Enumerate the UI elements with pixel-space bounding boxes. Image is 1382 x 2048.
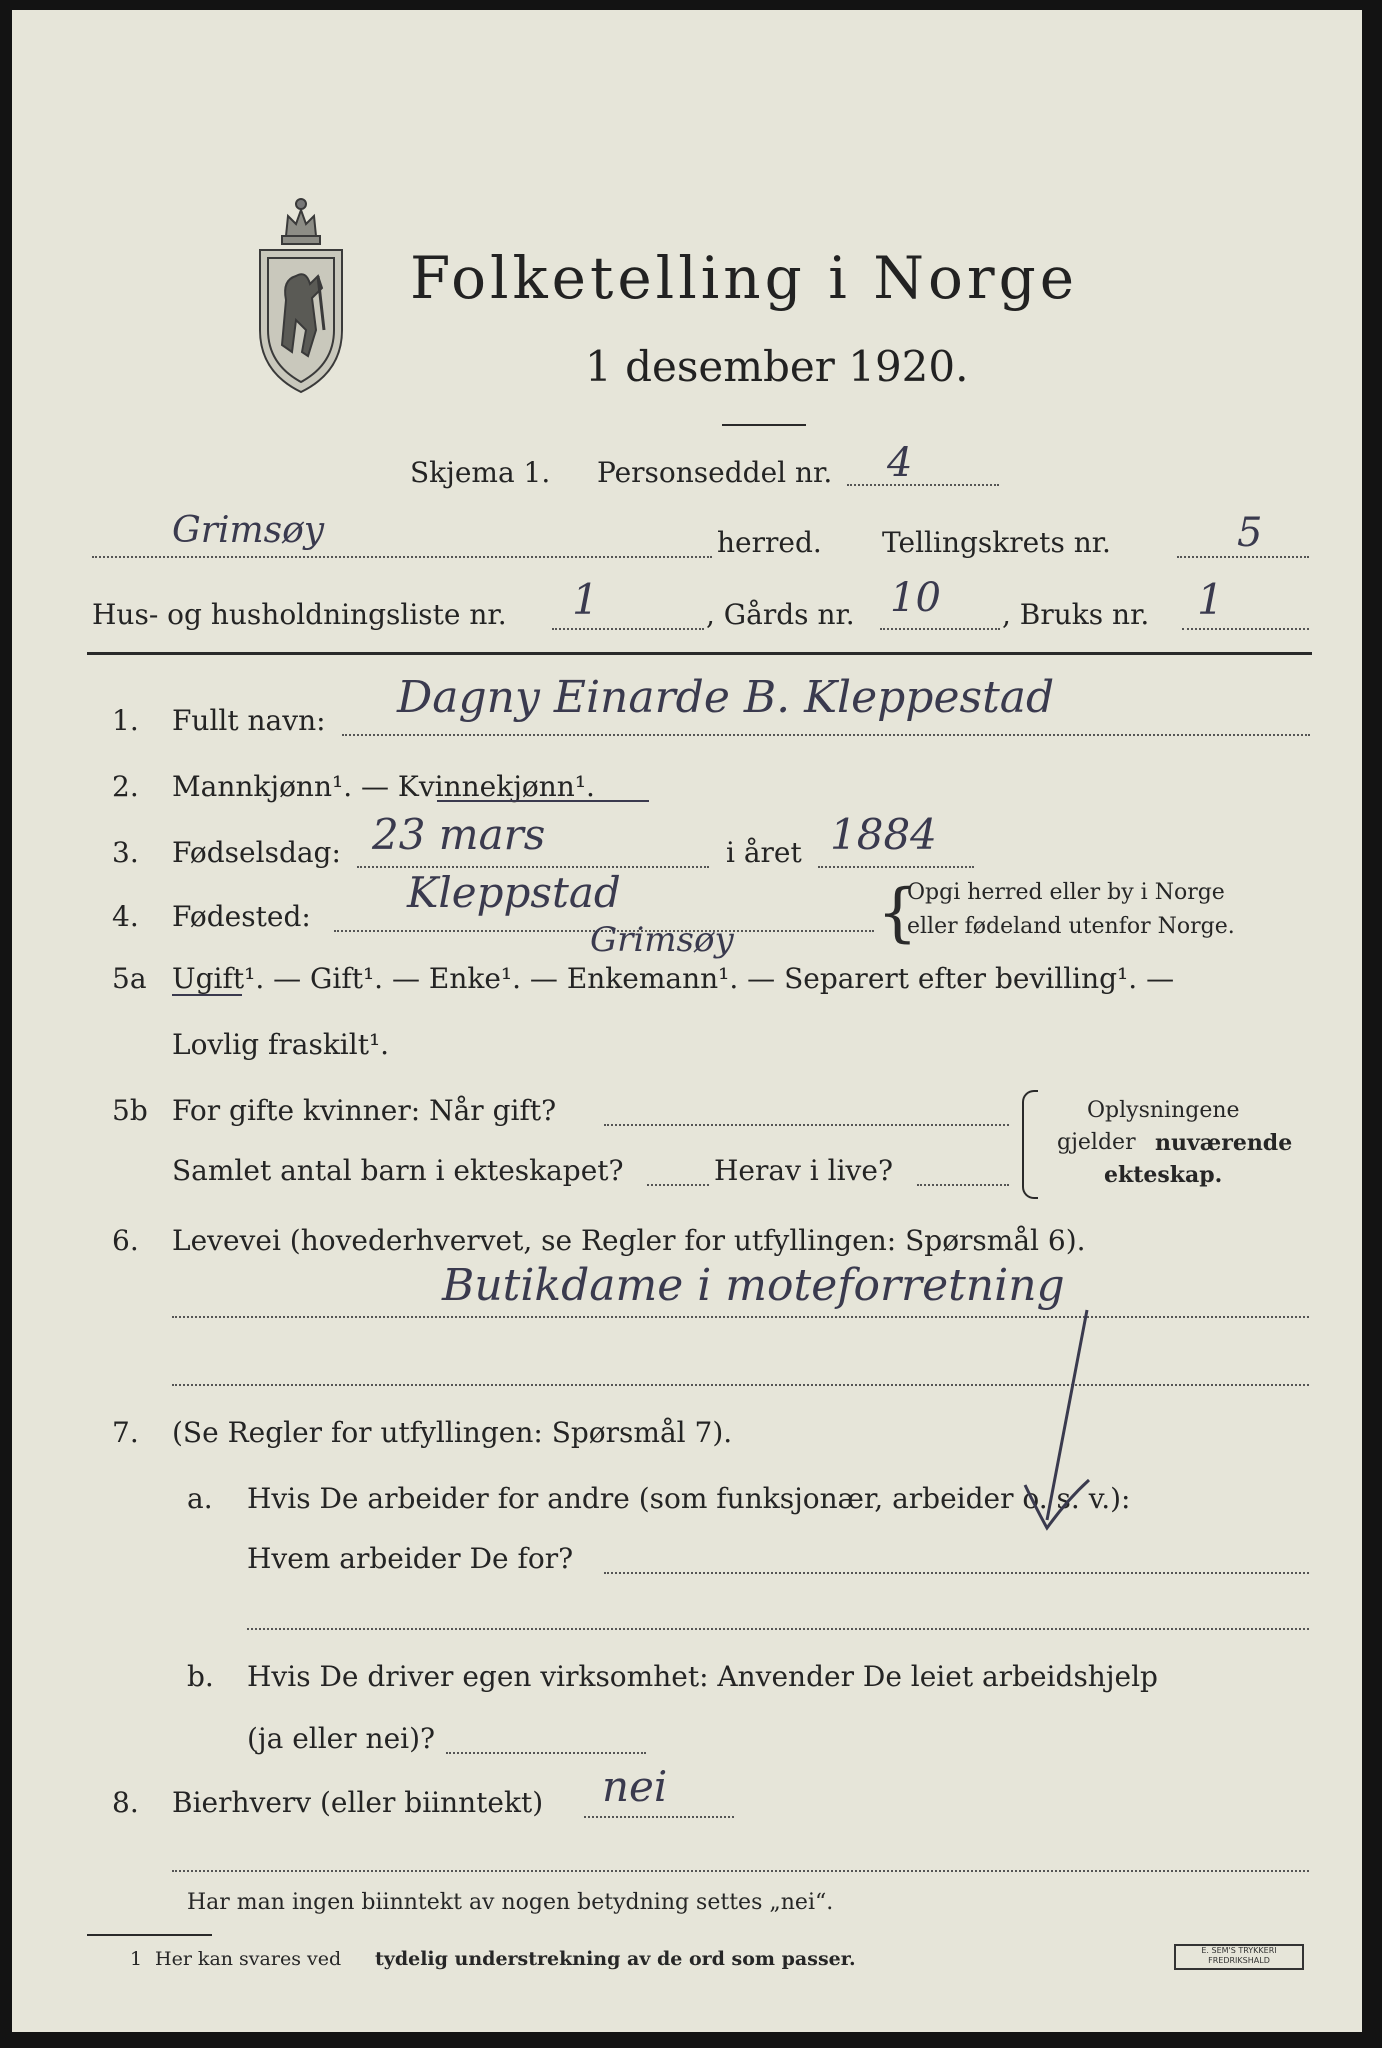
herred-line [92, 556, 712, 558]
footnote-marker: 1 [130, 1948, 143, 1970]
q4-birthplace-value: Kleppstad [407, 868, 621, 917]
q3-year-value: 1884 [830, 810, 937, 859]
personseddel-value: 4 [887, 440, 913, 486]
census-form-page [12, 10, 1362, 2032]
printer-stamp-line2: FREDRIKSHALD [1208, 1956, 1270, 1965]
q2-number: 2. [112, 770, 139, 803]
q6-number: 6. [112, 1224, 139, 1257]
q5b-note-line2b: nuværende [1155, 1130, 1293, 1156]
q5b-note-line3: ekteskap. [1104, 1162, 1223, 1188]
q3-year-label: i året [726, 836, 802, 869]
q5b-note-line2a: gjelder [1057, 1130, 1136, 1155]
q5a-number: 5a [112, 962, 147, 995]
skjema-label: Skjema 1. [410, 456, 551, 489]
herred-value: Grimsøy [172, 510, 325, 551]
footnote-rule [87, 1934, 212, 1936]
q6-line-1 [172, 1316, 1309, 1318]
q8-label: Bierhverv (eller biinntekt) [172, 1786, 544, 1819]
tellingskrets-label: Tellingskrets nr. [882, 526, 1111, 559]
tellingskrets-line [1177, 556, 1309, 558]
q5b-number: 5b [112, 1094, 148, 1127]
printer-stamp [1174, 1944, 1304, 1970]
q4-note-brace: { [877, 876, 918, 950]
personseddel-label: Personseddel nr. [597, 456, 833, 489]
q7a-letter: a. [187, 1482, 213, 1515]
q8-sideincome-value: nei [602, 1762, 668, 1811]
gards-label: , Gårds nr. [706, 598, 855, 631]
q5b-children-label: Samlet antal barn i ekteskapet? [172, 1154, 624, 1187]
q2-kvinnekjonn-underline [437, 800, 649, 802]
title-divider [722, 424, 806, 426]
bruks-line [1182, 628, 1309, 630]
q7b-letter: b. [187, 1660, 214, 1693]
q7b-line [446, 1752, 646, 1754]
q7a-line2: Hvem arbeider De for? [247, 1542, 574, 1575]
herred-label: herred. [717, 526, 822, 559]
q5a-line2: Lovlig fraskilt¹. [172, 1028, 390, 1061]
q6-label: Levevei (hovederhvervet, se Regler for utfyllingen: Spørsmål 6). [172, 1224, 1086, 1257]
personseddel-line [847, 484, 999, 486]
q7b-line1: Hvis De driver egen virksomhet: Anvender De leiet arbeidshjelp [247, 1660, 1158, 1693]
q2-gender-options: Mannkjønn¹. — Kvinnekjønn¹. [172, 770, 595, 803]
q1-number: 1. [112, 704, 139, 737]
q4-note-line2: eller fødeland utenfor Norge. [907, 914, 1235, 939]
header-rule [87, 652, 1312, 655]
bruks-value: 1 [1197, 575, 1224, 624]
q3-birthdate-value: 23 mars [372, 810, 546, 859]
q5b-children-line [647, 1184, 709, 1186]
q1-line [342, 734, 1310, 736]
q5b-alive-label: Herav i live? [714, 1154, 893, 1187]
gards-line [880, 628, 1000, 630]
q1-label: Fullt navn: [172, 704, 326, 737]
q8-line [584, 1816, 734, 1818]
gards-value: 10 [890, 575, 941, 621]
footnote-text-a: Her kan svares ved [155, 1948, 342, 1970]
form-title: Folketelling i Norge [410, 244, 1079, 312]
q8-number: 8. [112, 1786, 139, 1819]
handwritten-arrow-mark [1007, 1300, 1117, 1550]
q4-note-line1: Opgi herred eller by i Norge [907, 880, 1225, 905]
q3-number: 3. [112, 836, 139, 869]
bruks-label: , Bruks nr. [1002, 598, 1150, 631]
hus-value: 1 [572, 575, 599, 624]
hus-label: Hus- og husholdningsliste nr. [92, 598, 507, 631]
q6-line-2 [172, 1384, 1309, 1386]
q3-label: Fødselsdag: [172, 836, 341, 869]
footnote-text-b: tydelig understrekning av de ord som passer. [375, 1948, 856, 1970]
q7a-employer-line-2 [247, 1628, 1309, 1630]
hus-line [552, 628, 704, 630]
q8-line-2 [172, 1870, 1309, 1872]
q4-label: Fødested: [172, 900, 311, 933]
printer-stamp-line1: E. SEM'S TRYKKERI [1201, 1946, 1277, 1955]
q7b-line2: (ja eller nei)? [247, 1722, 436, 1755]
q5b-married-line [604, 1124, 1009, 1126]
q5b-alive-line [917, 1184, 1009, 1186]
footer-note-nei: Har man ingen biinntekt av nogen betydning settes „nei“. [187, 1890, 834, 1915]
q5b-line1: For gifte kvinner: Når gift? [172, 1094, 557, 1127]
q5a-ugift-underline [172, 994, 242, 996]
form-date: 1 desember 1920. [585, 342, 969, 391]
coat-of-arms-emblem [252, 180, 350, 398]
tellingskrets-value: 5 [1237, 510, 1263, 556]
q3-year-line [818, 866, 974, 868]
q7a-employer-line [604, 1572, 1309, 1574]
q6-occupation-value: Butikdame i moteforretning [442, 1260, 1065, 1311]
q7a-line1: Hvis De arbeider for andre (som funksjonær, arbeider o. s. v.): [247, 1482, 1131, 1515]
q5b-note-bracket [1022, 1090, 1038, 1199]
q7-number: 7. [112, 1416, 139, 1449]
q4-birthplace-value-2: Grimsøy [590, 920, 734, 960]
q4-number: 4. [112, 900, 139, 933]
q5a-marital-options: Ugift¹. — Gift¹. — Enke¹. — Enkemann¹. — Separert efter bevilling¹. — [172, 962, 1175, 995]
q5b-note-line1: Oplysningene [1087, 1098, 1240, 1123]
q1-fullname-value: Dagny Einarde B. Kleppestad [397, 672, 1055, 723]
q7-label: (Se Regler for utfyllingen: Spørsmål 7). [172, 1416, 733, 1449]
